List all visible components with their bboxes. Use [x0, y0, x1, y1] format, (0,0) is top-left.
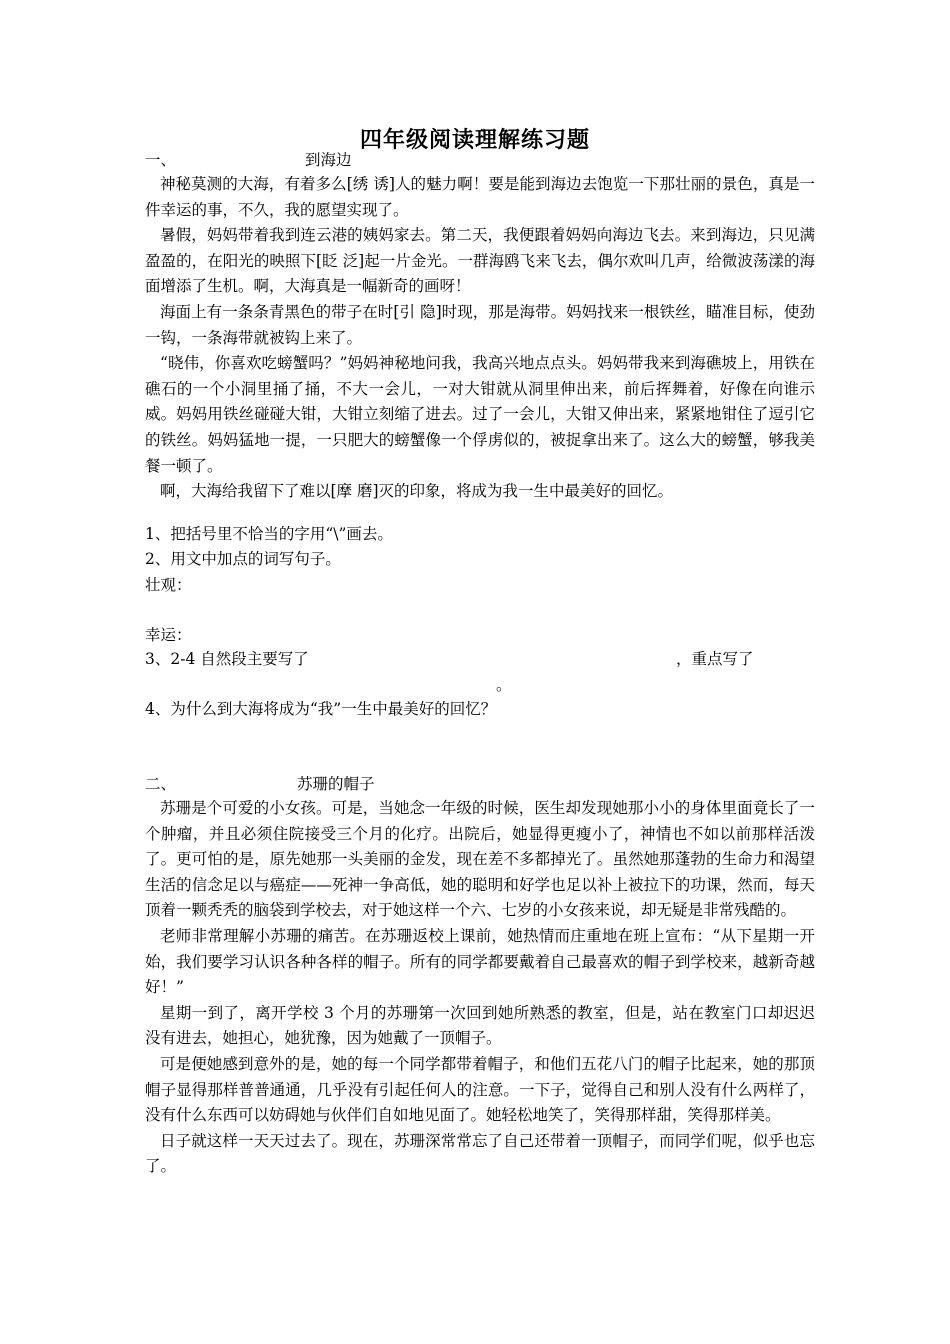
section-1-passage [145, 172, 815, 505]
section-2-number: 二、 [145, 775, 177, 793]
passage-paragraph: 神秘莫测的大海，有着多么[绣 诱]人的魅力啊！要是能到海边去饱览一下那壮丽的景色，真是一件幸运的事，不久，我的愿望实现了。 [145, 175, 815, 219]
question-3: 3、2-4 自然段主要写了 [145, 650, 309, 668]
section-2-title: 苏珊的帽子 [297, 775, 375, 793]
passage-paragraph: 苏珊是个可爱的小女孩。可是，当她念一年级的时候，医生却发现她那小小的身体里面竟长了一个肿瘤，并且必须住院接受三个月的化疗。出院后，她显得更瘦小了，神情也不如以前那样活泼了。更可怕的是，原先她那一头美丽的金发，现在差不多都掉光了。虽然她那蓬勃的生命力和渴望生活的信念足以与癌症——死神一争高低，她的聪明和好学也足以补上被拉下的功课，然而，每天顶着一颗秃秃的脑袋到学校去，对于她这样一个六、七岁的小女孩来说，却无疑是非常残酷的。 [145, 799, 815, 920]
passage-paragraph: 星期一到了，离开学校 3 个月的苏珊第一次回到她所熟悉的教室，但是，站在教室门口却迟迟没有进去，她担心，她犹豫，因为她戴了一顶帽子。 [145, 1003, 815, 1048]
passage-paragraph: 啊，大海给我留下了难以[摩 磨]灭的印象，将成为我一生中最美好的回忆。 [160, 482, 674, 501]
passage-paragraph: 老师非常理解小苏珊的痛苦。在苏珊返校上课前，她热情而庄重地在班上宣布：“从下星期一开始，我们要学习认识各种各样的帽子。所有的同学都要戴着自己最喜欢的帽子到学校来，越新奇越好！” [145, 926, 815, 997]
passage-paragraph: 可是便她感到意外的是，她的每一个同学都带着帽子，和他们五花八门的帽子比起来，她的那顶帽子显得那样普普通通，几乎没有引起任何人的注意。一下子，觉得自己和别人没有什么两样了，没有什么东西可以妨碍她与伙伴们自如地见面了。她轻松地笑了，笑得那样甜，笑得那样美。 [145, 1054, 815, 1125]
question-2: 2、用文中加点的词写句子。 [145, 550, 341, 568]
question-4: 4、为什么到大海将成为“我”一生中最美好的回忆？ [145, 700, 497, 718]
question-3-continued: ，重点写了 [676, 650, 754, 668]
passage-paragraph: 日子就这样一天天过去了。现在，苏珊深常常忘了自己还带着一顶帽子，而同学们呢，似乎也忘了。 [145, 1131, 815, 1176]
passage-paragraph: “晓伟，你喜欢吃螃蟹吗？”妈妈神秘地问我，我高兴地点点头。妈妈带我来到海礁坡上，用铁在礁石的一个小洞里捅了捅，不大一会儿，一对大钳就从洞里伸出来，前后挥舞着，好像在向谁示威。妈妈用铁丝碰碰大钳，大钳立刻缩了进去。过了一会儿，大钳又伸出来，紧紧地钳住了逗引它的铁丝。妈妈猛地一提，一只肥大的螃蟹像一个俘虏似的，被捉拿出来了。这么大的螃蟹，够我美餐一顿了。 [145, 354, 815, 475]
question-3-end: 。 [496, 676, 512, 694]
passage-paragraph: 暑假，妈妈带着我到连云港的姨妈家去。第二天，我便跟着妈妈向海边飞去。来到海边，只见满盈盈的，在阳光的映照下[眨 泛]起一片金光。一群海鸥飞来飞去，偶尔欢叫几声，给微波荡漾的海面增添了生机。啊，大海真是一幅新奇的画呀！ [145, 226, 815, 296]
question-2-item-xingyun: 幸运： [145, 626, 192, 644]
passage-paragraph: 海面上有一条条青黑色的带子在时[引 隐]时现，那是海带。妈妈找来一根铁丝，瞄准目标，使劲一钩，一条海带就被钩上来了。 [145, 302, 815, 347]
question-2-item-zhuangguan: 壮观： [145, 576, 192, 594]
section-1-title: 到海边 [305, 151, 352, 169]
section-2-passage [145, 796, 815, 1180]
section-1-number: 一、 [145, 151, 177, 169]
section-1-heading [145, 148, 352, 172]
question-1: 1、把括号里不恰当的字用“\”画去。 [145, 525, 393, 543]
section-2-heading [145, 772, 375, 796]
page-title: 四年级阅读理解练习题 [359, 128, 590, 153]
